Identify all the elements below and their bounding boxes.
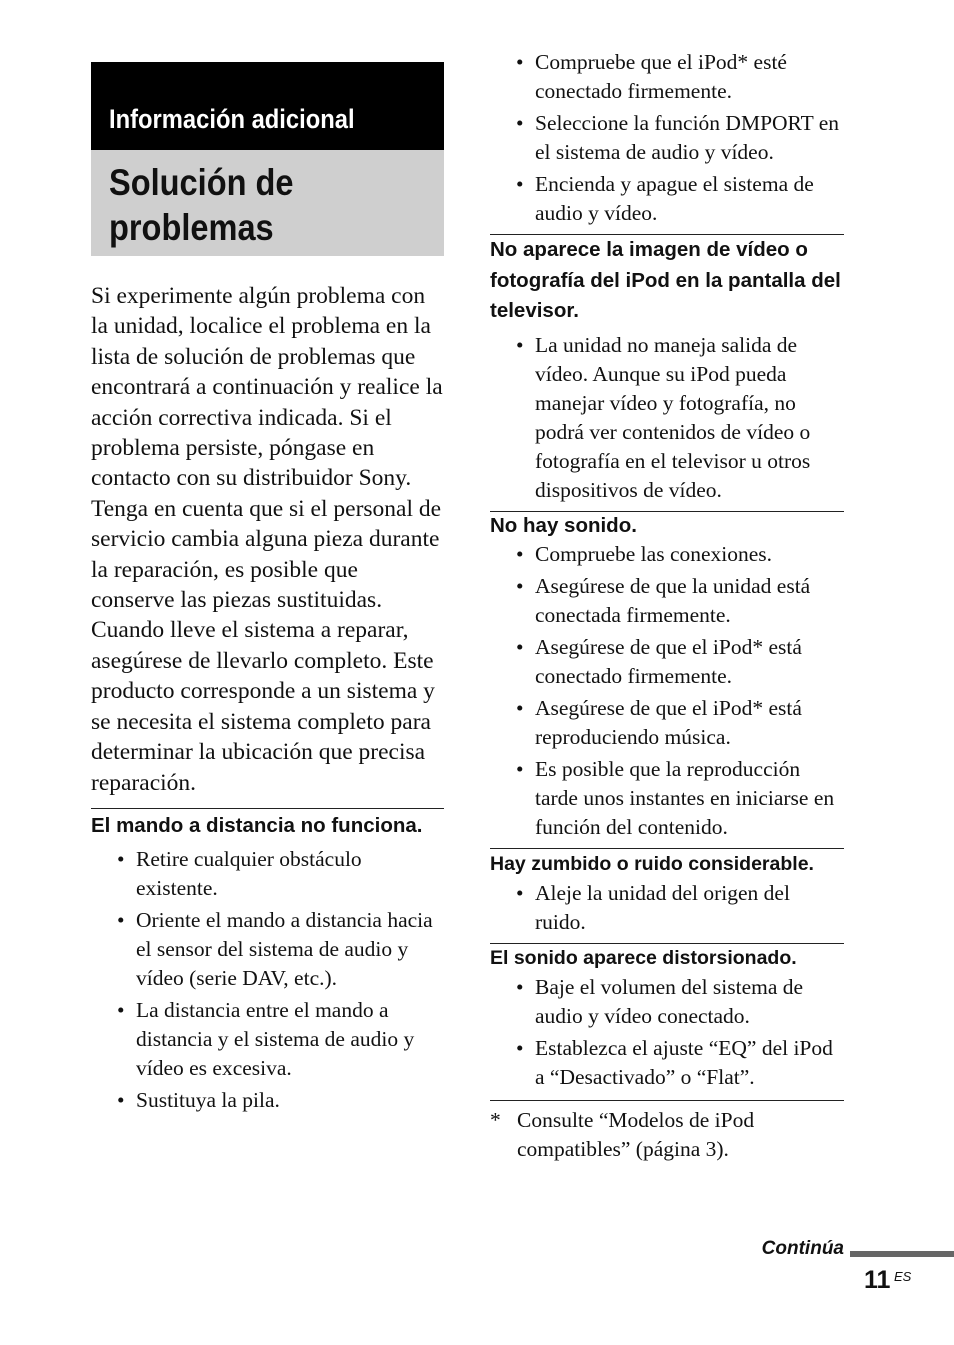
list-item: • Compruebe las conexiones. — [490, 540, 844, 569]
video-heading: No aparece la imagen de vídeo o fotografía del iPod en la pantalla del televisor. — [490, 238, 841, 322]
list-item: • Sustituya la pila. — [91, 1086, 444, 1115]
remote-list — [91, 845, 444, 1115]
list-item: • Oriente el mando a distancia hacia el sensor del sistema de audio y vídeo (serie DAV, etc.). — [91, 906, 444, 993]
right-column — [490, 48, 844, 1164]
page-title-line-1: Solución de — [109, 162, 294, 203]
section-title: Información adicional — [109, 104, 355, 134]
continued-list — [490, 48, 844, 228]
list-item: • Compruebe que el iPod* esté conectado firmemente. — [490, 48, 844, 106]
list-item: • Establezca el ajuste “EQ” del iPod a “Desactivado” o “Flat”. — [490, 1034, 844, 1092]
divider — [91, 808, 444, 809]
nosound-list — [490, 540, 844, 842]
list-item: • Retire cualquier obstáculo existente. — [91, 845, 444, 903]
continued-bar — [850, 1251, 954, 1257]
page-language-suffix: ES — [894, 1269, 912, 1284]
list-item: • Asegúrese de que la unidad está conectada firmemente. — [490, 572, 844, 630]
list-item: • Asegúrese de que el iPod* está conectado firmemente. — [490, 633, 844, 691]
list-item: • La distancia entre el mando a distancia y el sistema de audio y vídeo es excesiva. — [91, 996, 444, 1083]
intro-paragraph: Cuando lleve el sistema a reparar, asegúrese de llevarlo completo. Este producto corresponde a un sistema y se necesita el sistema completo para determinar la ubicación que precisa reparación. — [91, 617, 435, 796]
left-column — [91, 281, 444, 1118]
remote-heading: El mando a distancia no funciona. — [91, 813, 423, 837]
list-item: • Baje el volumen del sistema de audio y vídeo conectado. — [490, 973, 844, 1031]
page-title — [91, 150, 444, 256]
divider — [490, 1100, 844, 1101]
hum-heading: Hay zumbido o ruido considerable. — [490, 852, 814, 875]
list-item: • Encienda y apague el sistema de audio y vídeo. — [490, 170, 844, 228]
page-number: 11 — [864, 1266, 891, 1294]
hum-list — [490, 879, 844, 937]
page-title-line-2: problemas — [109, 207, 274, 248]
continued-label: Continúa — [761, 1238, 844, 1259]
intro-text — [91, 281, 444, 798]
footnote-text: Consulte “Modelos de iPod compatibles” (página 3). — [517, 1107, 755, 1161]
footnote — [490, 1106, 844, 1164]
video-list — [490, 331, 844, 505]
list-item: • Seleccione la función DMPORT en el sistema de audio y vídeo. — [490, 109, 844, 167]
list-item: • Aleje la unidad del origen del ruido. — [490, 879, 844, 937]
intro-paragraph: Tenga en cuenta que si el personal de servicio cambia alguna pieza durante la reparación, es posible que conserve las piezas sustituidas. — [91, 495, 442, 614]
list-item: • Asegúrese de que el iPod* está reproduciendo música. — [490, 694, 844, 752]
distort-list — [490, 973, 844, 1092]
intro-paragraph: Si experimente algún problema con la unidad, localice el problema en la lista de solución de problemas que encontrará a continuación y realice la acción correctiva indicada. Si el problema persiste, póngase en contacto con su distribuidor Sony. — [91, 283, 443, 492]
footnote-mark: * — [490, 1107, 501, 1132]
list-item: • La unidad no maneja salida de vídeo. Aunque su iPod pueda manejar vídeo y fotografía, no podrá ver contenidos de vídeo o fotografía en el televisor u otros dispositivos de vídeo. — [490, 331, 844, 505]
section-header — [91, 62, 444, 150]
nosound-heading: No hay sonido. — [490, 513, 637, 537]
list-item: • Es posible que la reproducción tarde unos instantes en iniciarse en función del contenido. — [490, 755, 844, 842]
distort-heading: El sonido aparece distorsionado. — [490, 946, 797, 969]
